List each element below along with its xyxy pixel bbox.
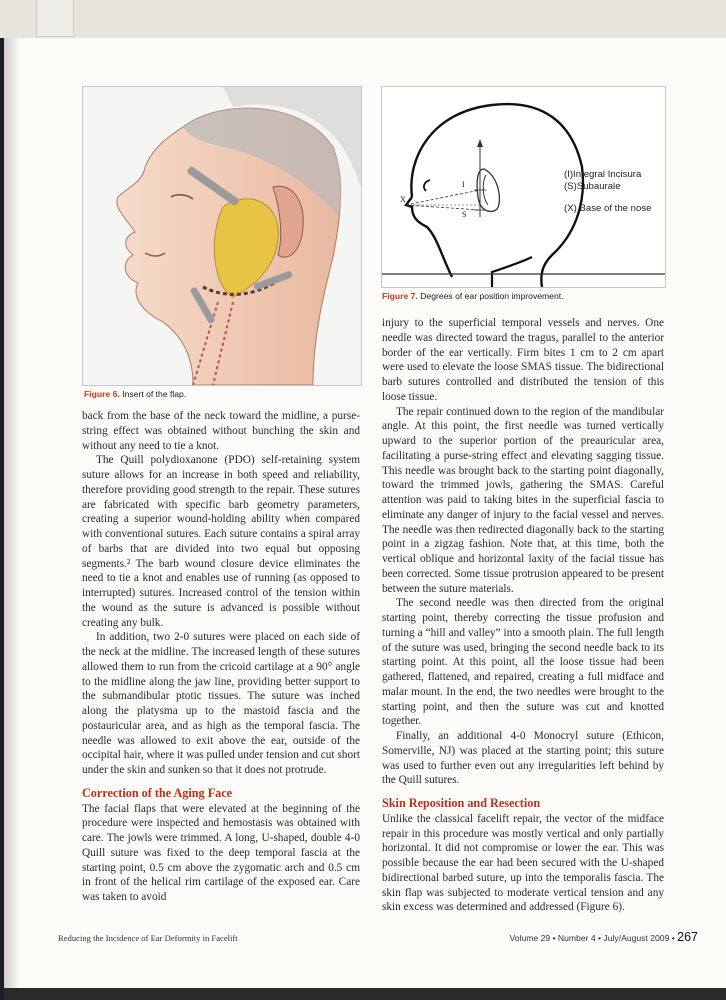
right-paragraph-3: The second needle was then directed from the original starting point, thereby correcting the tissue profusion and turning a “hill and valley” into a smooth plain. The full length of the suture was used, bringing the second needle back to its starting point. At this point, all the loose tissue had been gathered, flattened, and repaired, creating a full midface and malar mount. In the end, the two needles were brought to the starting point, and then the suture was cut and knotted together. bbox=[382, 597, 664, 728]
left-paragraph-2: The Quill polydioxanone (PDO) self-retaining system suture allows for an increase in both speed and reliability, therefore providing good strength to the repair. These sutures are fabricated with specific barb geometry parameters, creating a superior wound-holding ability when compared with conventional sutures. Each suture contains a spiral array of barbs that are divided into two equal but opposing segments.² The barb wound closure device eliminates the need to tie a knot and enables use of running (as opposed to interrupted) sutures. Increased control of the tension within the wound as the suture is advanced is possible without creating any bulk. bbox=[82, 454, 360, 629]
figure-6-illustration bbox=[82, 86, 362, 386]
left-paragraph-1: back from the base of the neck toward the midline, a purse-string effect was obtained without bunching the skin and without any need to tie a knot. bbox=[82, 410, 360, 452]
legend-subaurale: (S)Subaurale bbox=[564, 181, 621, 192]
ear-position-diagram bbox=[382, 87, 665, 287]
page-gutter-shadow bbox=[4, 38, 20, 988]
figure-6-caption bbox=[84, 389, 186, 399]
right-text-column bbox=[382, 316, 664, 915]
right-paragraph-1: injury to the superficial temporal vessels and nerves. One needle was directed toward the tragus, parallel to the anterior border of the ear vertically. Firm bites 1 cm to 2 cm apart were used to elevate the loose SMAS tissue. The bidirectional barb sutures controlled and distributed the tension of this loose tissue. bbox=[382, 317, 664, 403]
left-text-column bbox=[82, 409, 360, 905]
label-s: S bbox=[462, 210, 467, 219]
facelift-illustration bbox=[83, 87, 361, 385]
right-paragraph-2: The repair continued down to the region of the mandibular angle. At this point, the first needle was turned vertically upward to the superior portion of the preauricular area, facilitating a purse-string effect and elevating sagging tissue. This needle was brought back to the starting point diagonally, toward the trimmed jowls, gathering the SMAS. Careful attention was paid to taking bites in the superficial fascia to eliminate any danger of injury to the facial vessel and nerves. The needle was then redirected diagonally back to the starting point in a zigzag fashion. Note that, at this time, both the vertical oblique and horizontal laxity of the facial tissue has been corrected. Some tissue protrusion appeared to be present between the suture materials. bbox=[382, 405, 664, 595]
footer-issue-info bbox=[510, 930, 698, 944]
footer-volume: Volume 29 • Number 4 • July/August 2009 • bbox=[509, 933, 678, 943]
page-top-strip bbox=[0, 0, 726, 38]
right-paragraph-4: Finally, an additional 4-0 Monocryl suture (Ethicon, Somerville, NJ) was placed at the starting point; this suture was used to further even out any irregularities left behind by the Quill sutures. bbox=[382, 730, 664, 787]
figure-7-caption-text: Degrees of ear position improvement. bbox=[417, 291, 564, 301]
legend-integral-incisura: (I)Integral Incisura bbox=[564, 169, 642, 180]
section-heading-correction: Correction of the Aging Face bbox=[82, 785, 233, 800]
figure-6-label: Figure 6. bbox=[84, 389, 120, 399]
label-x: X bbox=[400, 195, 406, 204]
page-tab bbox=[36, 0, 74, 37]
figure-7-caption bbox=[382, 291, 564, 301]
page-number: 267 bbox=[677, 930, 698, 944]
figure-6-caption-text: Insert of the flap. bbox=[119, 389, 187, 399]
journal-page bbox=[4, 38, 726, 988]
section-heading-skin-reposition: Skin Reposition and Resection bbox=[382, 796, 541, 810]
left-paragraph-3: In addition, two 2-0 sutures were placed on each side of the neck at the midline. The increased length of these sutures allowed them to run from the cricoid cartilage at a 90° angle to the midline along the jaw line, providing better support to the submandibular ptotic tissues. The suture was inched along the platysma up to the mastoid fascia and the postauricular area, and as high as the temporal fascia. The needle was allowed to exit above the ear, outside of the occipital hair, where it was pulled under tension and cut short under the skin and sunken so that it does not protrude. bbox=[82, 631, 360, 776]
figure-7-diagram bbox=[381, 86, 666, 288]
figure-7-label: Figure 7. bbox=[382, 291, 418, 301]
footer-running-title: Reducing the Incidence of Ear Deformity in Facelift bbox=[58, 933, 238, 943]
legend-base-of-nose: (X) Base of the nose bbox=[564, 203, 652, 214]
left-paragraph-4: The facial flaps that were elevated at the beginning of the procedure were inspected and hemostasis was obtained with care. The jowls were trimmed. A long, U-shaped, double 4-0 Quill suture was fixed to the deep temporal fascia at the starting point, 0.5 cm above the zygomatic arch and 0.5 cm in front of the helical rim cartilage of the exposed ear. Care was taken to avoid bbox=[82, 802, 360, 903]
right-paragraph-5: Unlike the classical facelift repair, the vector of the midface repair in this procedure was mostly vertical and only partially horizontal. It did not compromise or lower the ear. This was possible because the ear had been secured with the U-shaped bidirectional barbed suture, up into the temporalis fascia. The skin flap was subjected to moderate vertical tension and any skin excess was determined and addressed (Figure 6). bbox=[382, 812, 664, 914]
label-i: I bbox=[462, 180, 465, 189]
